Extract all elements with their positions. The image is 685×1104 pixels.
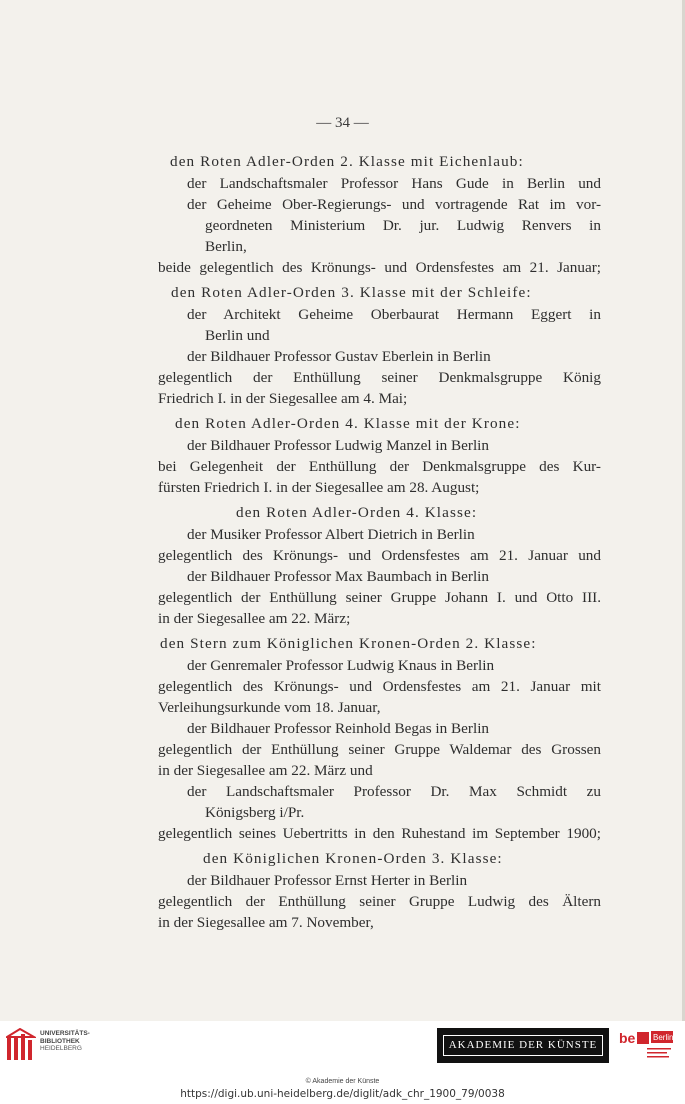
text-line: der Bildhauer Professor Reinhold Begas in Berlin (187, 720, 490, 737)
ub-line-2: BIBLIOTHEK (40, 1037, 80, 1045)
text-line: der Bildhauer Professor Gustav Eberlein in Berlin (187, 348, 491, 365)
text-line: gelegentlich des Krönungs- und Ordensfestes am 21. Januar mit (158, 678, 601, 695)
text-line: Berlin, (205, 238, 247, 255)
heading-adler-4: den Roten Adler-Orden 4. Klasse: (236, 504, 478, 521)
text-line: der Bildhauer Professor Max Baumbach in Berlin (187, 568, 489, 585)
text-line: der Landschaftsmaler Professor Dr. Max Schmidt zu (187, 783, 601, 800)
svg-text:be: be (619, 1030, 636, 1046)
text-line: in der Siegesallee am 22. März; (158, 610, 351, 627)
text-line: geordneten Ministerium Dr. jur. Ludwig Renvers in (205, 217, 601, 234)
ub-line-3: HEIDELBERG (40, 1045, 82, 1052)
svg-text:Berlin: Berlin (653, 1033, 674, 1042)
ub-line-1: UNIVERSITÄTS- (40, 1030, 90, 1037)
akademie-logo (437, 1028, 609, 1063)
text-line: der Landschaftsmaler Professor Hans Gude in Berlin und (187, 175, 601, 192)
heading-adler-2: den Roten Adler-Orden 2. Klasse mit Eichenlaub: (170, 153, 524, 170)
text-line: Verleihungsurkunde vom 18. Januar, (158, 699, 381, 716)
heading-adler-3: den Roten Adler-Orden 3. Klasse mit der Schleife: (171, 284, 532, 301)
text-line: bei Gelegenheit der Enthüllung der Denkmalsgruppe des Kur- (158, 458, 601, 475)
heading-kronen-3: den Königlichen Kronen-Orden 3. Klasse: (203, 850, 503, 867)
heading-kronen-stern: den Stern zum Königlichen Kronen-Orden 2. Klasse: (160, 635, 537, 652)
page-number: — 34 — (316, 115, 369, 131)
text-line: beide gelegentlich des Krönungs- und Ordensfestes am 21. Januar; (158, 259, 601, 276)
text-line: fürsten Friedrich I. in der Siegesallee am 28. August; (158, 479, 480, 496)
text-line: der Genremaler Professor Ludwig Knaus in Berlin (187, 657, 495, 674)
text-line: gelegentlich seines Uebertritts in den Ruhestand im September 1900; (158, 825, 601, 842)
text-line: gelegentlich der Enthüllung seiner Denkmalsgruppe König (158, 369, 601, 386)
text-line: der Bildhauer Professor Ludwig Manzel in Berlin (187, 437, 489, 454)
text-line: der Architekt Geheime Oberbaurat Hermann Eggert in (187, 306, 601, 323)
heading-adler-4-krone: den Roten Adler-Orden 4. Klasse mit der Krone: (175, 415, 521, 432)
source-url-link[interactable]: https://digi.ub.uni-heidelberg.de/diglit/adk_chr_1900_79/0038 (180, 1088, 505, 1100)
text-line: gelegentlich der Enthüllung seiner Gruppe Ludwig des Ältern (158, 893, 601, 910)
akademie-label: AKADEMIE DER KÜNSTE (443, 1035, 603, 1056)
text-line: gelegentlich des Krönungs- und Ordensfestes am 21. Januar und (158, 547, 601, 564)
university-library-logo-icon (6, 1028, 36, 1062)
text-line: der Geheime Ober-Regierungs- und vortragende Rat im vor- (187, 196, 601, 213)
university-library-name (40, 1030, 90, 1053)
copyright-notice: © Akademie der Künste (305, 1078, 380, 1085)
text-line: gelegentlich der Enthüllung seiner Gruppe Johann I. und Otto III. (158, 589, 601, 606)
text-line: der Musiker Professor Albert Dietrich in Berlin (187, 526, 475, 543)
be-berlin-logo-icon (617, 1028, 675, 1064)
text-line: der Bildhauer Professor Ernst Herter in Berlin (187, 872, 468, 889)
text-line: in der Siegesallee am 7. November, (158, 914, 374, 931)
text-line: Königsberg i/Pr. (205, 804, 305, 821)
text-line: Friedrich I. in der Siegesallee am 4. Mai; (158, 390, 408, 407)
text-line: gelegentlich der Enthüllung seiner Gruppe Waldemar des Grossen (158, 741, 601, 758)
text-line: Berlin und (205, 327, 270, 344)
text-line: in der Siegesallee am 22. März und (158, 762, 373, 779)
